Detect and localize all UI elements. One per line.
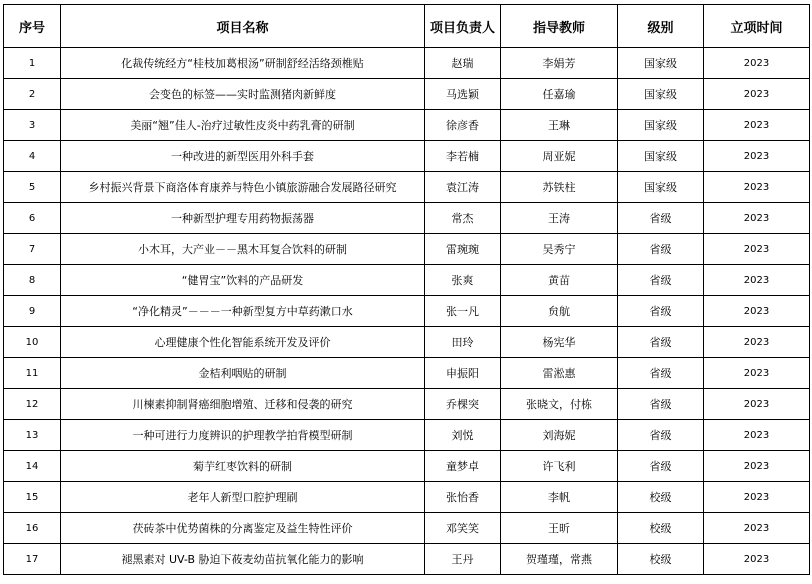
project-name: 会变色的标签——实时监测猪肉新鲜度 <box>61 79 425 110</box>
project-name: 心理健康个性化智能系统开发及评价 <box>61 327 425 358</box>
advisor: 李帆 <box>501 482 618 513</box>
approval-year: 2023 <box>704 265 810 296</box>
table-row <box>4 172 810 203</box>
row-index: 14 <box>4 451 61 482</box>
project-name: 川楝素抑制肾癌细胞增殖、迁移和侵袭的研究 <box>61 389 425 420</box>
project-name: “健胃宝”饮料的产品研发 <box>61 265 425 296</box>
header-advisor: 指导教师 <box>501 5 618 48</box>
level: 国家级 <box>618 48 704 79</box>
level: 国家级 <box>618 110 704 141</box>
row-index: 11 <box>4 358 61 389</box>
row-index: 10 <box>4 327 61 358</box>
project-leader: 乔棵突 <box>425 389 501 420</box>
project-name: 褪黑素对 UV-B 胁迫下莜麦幼苗抗氧化能力的影响 <box>61 544 425 575</box>
project-leader: 徐彦香 <box>425 110 501 141</box>
project-name: 金桔利咽贴的研制 <box>61 358 425 389</box>
table-row <box>4 544 810 575</box>
advisor: 贠航 <box>501 296 618 327</box>
project-name: 茯砖茶中优势菌株的分离鉴定及益生特性评价 <box>61 513 425 544</box>
header-project-name: 项目名称 <box>61 5 425 48</box>
approval-year: 2023 <box>704 296 810 327</box>
project-leader: 雷琬琬 <box>425 234 501 265</box>
project-name: 美丽“翘”佳人-治疗过敏性皮炎中药乳膏的研制 <box>61 110 425 141</box>
project-leader: 张爽 <box>425 265 501 296</box>
approval-year: 2023 <box>704 451 810 482</box>
project-name: 乡村振兴背景下商洛体育康养与特色小镇旅游融合发展路径研究 <box>61 172 425 203</box>
approval-year: 2023 <box>704 48 810 79</box>
advisor: 李娟芳 <box>501 48 618 79</box>
advisor: 吴秀宁 <box>501 234 618 265</box>
project-name: 一种可进行力度辨识的护理教学拍背模型研制 <box>61 420 425 451</box>
row-index: 12 <box>4 389 61 420</box>
project-name: 化裁传统经方“桂枝加葛根汤”研制舒经活络颈椎贴 <box>61 48 425 79</box>
table-row <box>4 420 810 451</box>
project-leader: 张一凡 <box>425 296 501 327</box>
level: 国家级 <box>618 79 704 110</box>
header-index: 序号 <box>4 5 61 48</box>
level: 校级 <box>618 544 704 575</box>
header-row <box>4 5 810 48</box>
advisor: 刘海妮 <box>501 420 618 451</box>
project-name: 小木耳，大产业－－黑木耳复合饮料的研制 <box>61 234 425 265</box>
approval-year: 2023 <box>704 358 810 389</box>
advisor: 雷淞惠 <box>501 358 618 389</box>
table-row <box>4 141 810 172</box>
project-leader: 袁江涛 <box>425 172 501 203</box>
row-index: 2 <box>4 79 61 110</box>
approval-year: 2023 <box>704 203 810 234</box>
advisor: 杨宪华 <box>501 327 618 358</box>
table-row <box>4 296 810 327</box>
table-header <box>4 5 810 48</box>
row-index: 1 <box>4 48 61 79</box>
row-index: 6 <box>4 203 61 234</box>
advisor: 王涛 <box>501 203 618 234</box>
project-leader: 邓笑笑 <box>425 513 501 544</box>
table-row <box>4 358 810 389</box>
approval-year: 2023 <box>704 141 810 172</box>
level: 省级 <box>618 389 704 420</box>
table-row <box>4 110 810 141</box>
advisor: 贺瑾瑾，常燕 <box>501 544 618 575</box>
level: 国家级 <box>618 141 704 172</box>
row-index: 7 <box>4 234 61 265</box>
row-index: 17 <box>4 544 61 575</box>
approval-year: 2023 <box>704 110 810 141</box>
project-leader: 李若楠 <box>425 141 501 172</box>
table-row <box>4 48 810 79</box>
advisor: 周亚妮 <box>501 141 618 172</box>
project-name: 一种改进的新型医用外科手套 <box>61 141 425 172</box>
row-index: 3 <box>4 110 61 141</box>
approval-year: 2023 <box>704 420 810 451</box>
approval-year: 2023 <box>704 172 810 203</box>
table-row <box>4 513 810 544</box>
advisor: 王琳 <box>501 110 618 141</box>
advisor: 张晓文，付栋 <box>501 389 618 420</box>
level: 校级 <box>618 513 704 544</box>
project-leader: 童梦卓 <box>425 451 501 482</box>
level: 省级 <box>618 327 704 358</box>
advisor: 王昕 <box>501 513 618 544</box>
approval-year: 2023 <box>704 513 810 544</box>
project-leader: 张怡香 <box>425 482 501 513</box>
advisor: 苏铁柱 <box>501 172 618 203</box>
project-table <box>3 4 810 575</box>
row-index: 5 <box>4 172 61 203</box>
project-leader: 田玲 <box>425 327 501 358</box>
advisor: 黄苗 <box>501 265 618 296</box>
level: 省级 <box>618 358 704 389</box>
table-row <box>4 79 810 110</box>
level: 国家级 <box>618 172 704 203</box>
level: 省级 <box>618 420 704 451</box>
approval-year: 2023 <box>704 544 810 575</box>
project-name: 一种新型护理专用药物振荡器 <box>61 203 425 234</box>
header-level: 级别 <box>618 5 704 48</box>
row-index: 9 <box>4 296 61 327</box>
table-row <box>4 389 810 420</box>
header-project-leader: 项目负责人 <box>425 5 501 48</box>
level: 省级 <box>618 234 704 265</box>
level: 校级 <box>618 482 704 513</box>
approval-year: 2023 <box>704 389 810 420</box>
approval-year: 2023 <box>704 327 810 358</box>
row-index: 13 <box>4 420 61 451</box>
project-name: “净化精灵”－－－一种新型复方中草药漱口水 <box>61 296 425 327</box>
table-row <box>4 482 810 513</box>
project-name: 菊芋红枣饮料的研制 <box>61 451 425 482</box>
project-leader: 赵瑞 <box>425 48 501 79</box>
table-body <box>4 48 810 575</box>
level: 省级 <box>618 203 704 234</box>
table-row <box>4 234 810 265</box>
table-row <box>4 265 810 296</box>
project-leader: 马选颖 <box>425 79 501 110</box>
level: 省级 <box>618 296 704 327</box>
table-row <box>4 203 810 234</box>
table-row <box>4 451 810 482</box>
level: 省级 <box>618 265 704 296</box>
approval-year: 2023 <box>704 234 810 265</box>
level: 省级 <box>618 451 704 482</box>
project-leader: 王丹 <box>425 544 501 575</box>
project-leader: 刘悦 <box>425 420 501 451</box>
table-row <box>4 327 810 358</box>
header-approval-year: 立项时间 <box>704 5 810 48</box>
row-index: 15 <box>4 482 61 513</box>
advisor: 许飞利 <box>501 451 618 482</box>
approval-year: 2023 <box>704 482 810 513</box>
row-index: 16 <box>4 513 61 544</box>
project-name: 老年人新型口腔护理刷 <box>61 482 425 513</box>
advisor: 任嘉瑜 <box>501 79 618 110</box>
project-leader: 常杰 <box>425 203 501 234</box>
approval-year: 2023 <box>704 79 810 110</box>
row-index: 4 <box>4 141 61 172</box>
project-leader: 申振阳 <box>425 358 501 389</box>
row-index: 8 <box>4 265 61 296</box>
